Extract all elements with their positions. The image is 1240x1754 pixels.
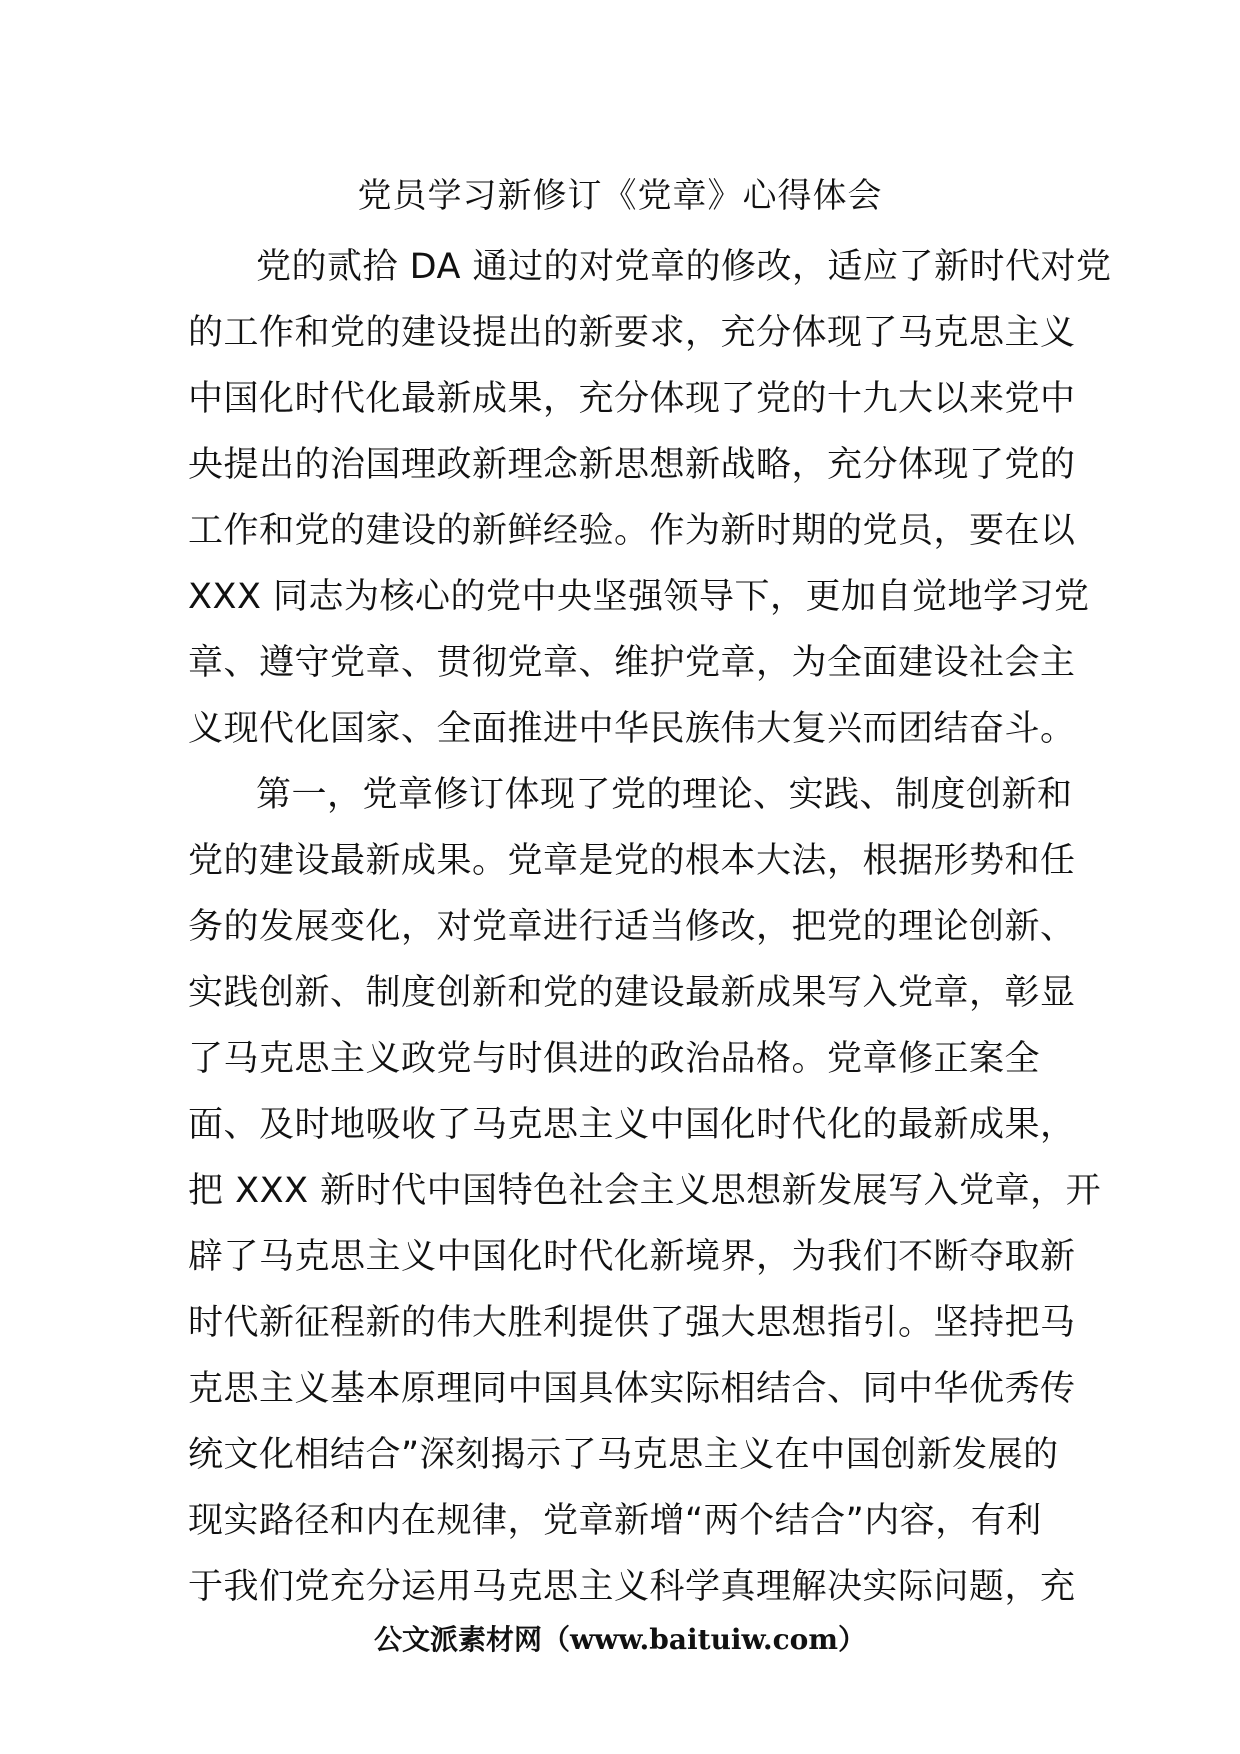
paragraph-line: 辟了马克思主义中国化时代化新境界，为我们不断夺取新 bbox=[188, 1237, 1076, 1277]
paragraph-1 bbox=[188, 234, 1112, 762]
paragraph-line: 克思主义基本原理同中国具体实际相结合、同中华优秀传 bbox=[188, 1369, 1076, 1409]
paragraph-line: 章、遵守党章、贯彻党章、维护党章，为全面建设社会主 bbox=[188, 643, 1076, 683]
footer-source-link[interactable]: 公文派素材网（www.baituiw.com） bbox=[374, 1623, 866, 1656]
document-title: 党员学习新修订《党章》心得体会 bbox=[357, 176, 883, 216]
paragraph-line: 第一，党章修订体现了党的理论、实践、制度创新和 bbox=[256, 775, 1073, 815]
paragraph-line: 的工作和党的建设提出的新要求，充分体现了马克思主义 bbox=[188, 313, 1076, 353]
paragraph-line: 央提出的治国理政新理念新思想新战略，充分体现了党的 bbox=[188, 445, 1076, 485]
paragraph-line: 党的贰拾 DA 通过的对党章的修改，适应了新时代对党 bbox=[256, 247, 1112, 287]
paragraph-line: 面、及时地吸收了马克思主义中国化时代化的最新成果， bbox=[188, 1105, 1076, 1145]
paragraph-line: 于我们党充分运用马克思主义科学真理解决实际问题，充 bbox=[188, 1567, 1076, 1607]
paragraph-line: 党的建设最新成果。党章是党的根本大法，根据形势和任 bbox=[188, 841, 1076, 881]
paragraph-line: 义现代化国家、全面推进中华民族伟大复兴而团结奋斗。 bbox=[188, 709, 1076, 749]
paragraph-line: 把 XXX 新时代中国特色社会主义思想新发展写入党章，开 bbox=[188, 1171, 1102, 1211]
paragraph-line: 务的发展变化，对党章进行适当修改，把党的理论创新、 bbox=[188, 907, 1076, 947]
paragraph-line: 中国化时代化最新成果，充分体现了党的十九大以来党中 bbox=[188, 379, 1076, 419]
paragraph-line: 了马克思主义政党与时俱进的政治品格。党章修正案全 bbox=[188, 1039, 1041, 1079]
paragraph-2 bbox=[188, 762, 1102, 1620]
paragraph-line: XXX 同志为核心的党中央坚强领导下，更加自觉地学习党 bbox=[188, 577, 1090, 617]
paragraph-line: 工作和党的建设的新鲜经验。作为新时期的党员，要在以 bbox=[188, 511, 1076, 551]
paragraph-line: 现实路径和内在规律，党章新增“两个结合”内容，有利 bbox=[188, 1501, 1042, 1541]
paragraph-line: 实践创新、制度创新和党的建设最新成果写入党章，彰显 bbox=[188, 973, 1076, 1013]
paragraph-line: 统文化相结合”深刻揭示了马克思主义在中国创新发展的 bbox=[188, 1435, 1059, 1475]
paragraph-line: 时代新征程新的伟大胜利提供了强大思想指引。坚持把马 bbox=[188, 1303, 1076, 1343]
document-body bbox=[188, 234, 1112, 1620]
